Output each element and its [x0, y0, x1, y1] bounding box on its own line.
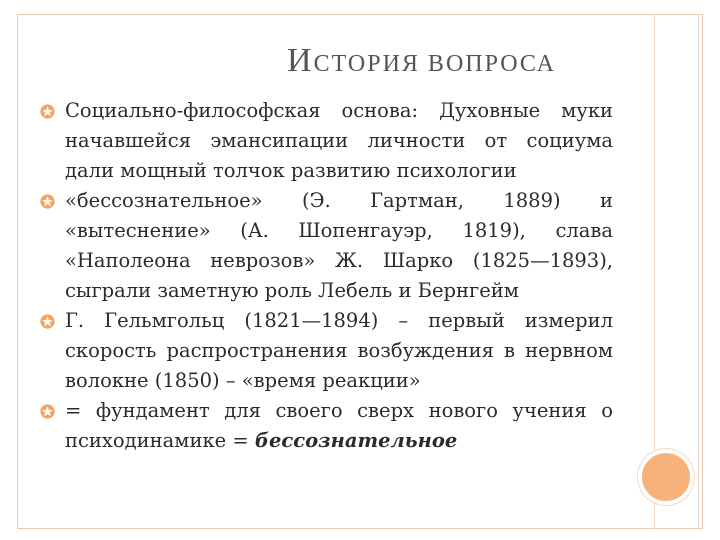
- list-item: [65, 96, 613, 186]
- star-in-circle-icon: [40, 404, 55, 419]
- list-item: [65, 306, 613, 396]
- list-item: [65, 186, 613, 306]
- star-in-circle-icon: [40, 314, 55, 329]
- bullet-list: [65, 96, 613, 456]
- list-item-text: «бессознательное» (Э. Гартман, 1889) и «вытеснение» (А. Шопенгауэр, 1819), слава «Наполеона неврозов» Ж. Шарко (1825—1893), сыграли заметную роль Лебель и Бернгейм: [65, 189, 613, 302]
- list-item: [65, 396, 613, 456]
- list-item-text-prefix: = фундамент для своего сверх нового учения о психодинамике =: [65, 399, 613, 452]
- title-initial: И: [287, 42, 314, 79]
- star-in-circle-icon: [40, 104, 55, 119]
- title-rest: СТОРИЯ ВОПРОСА: [313, 51, 557, 77]
- emphasis-text: бессознательное: [254, 429, 458, 452]
- decor-circle: [638, 449, 694, 505]
- list-item-text: Г. Гельмгольц (1821—1894) – первый измерил скорость распространения возбуждения в нервном волокне (1850) – «время реакции»: [65, 309, 613, 392]
- list-item-text: Социально-философская основа: Духовные муки начавшейся эмансипации личности от социума дали мощный толчок развитию психологии: [65, 99, 613, 182]
- slide-title: [287, 42, 556, 80]
- list-item-text: [65, 396, 613, 456]
- star-in-circle-icon: [40, 194, 55, 209]
- decor-line: [698, 14, 699, 529]
